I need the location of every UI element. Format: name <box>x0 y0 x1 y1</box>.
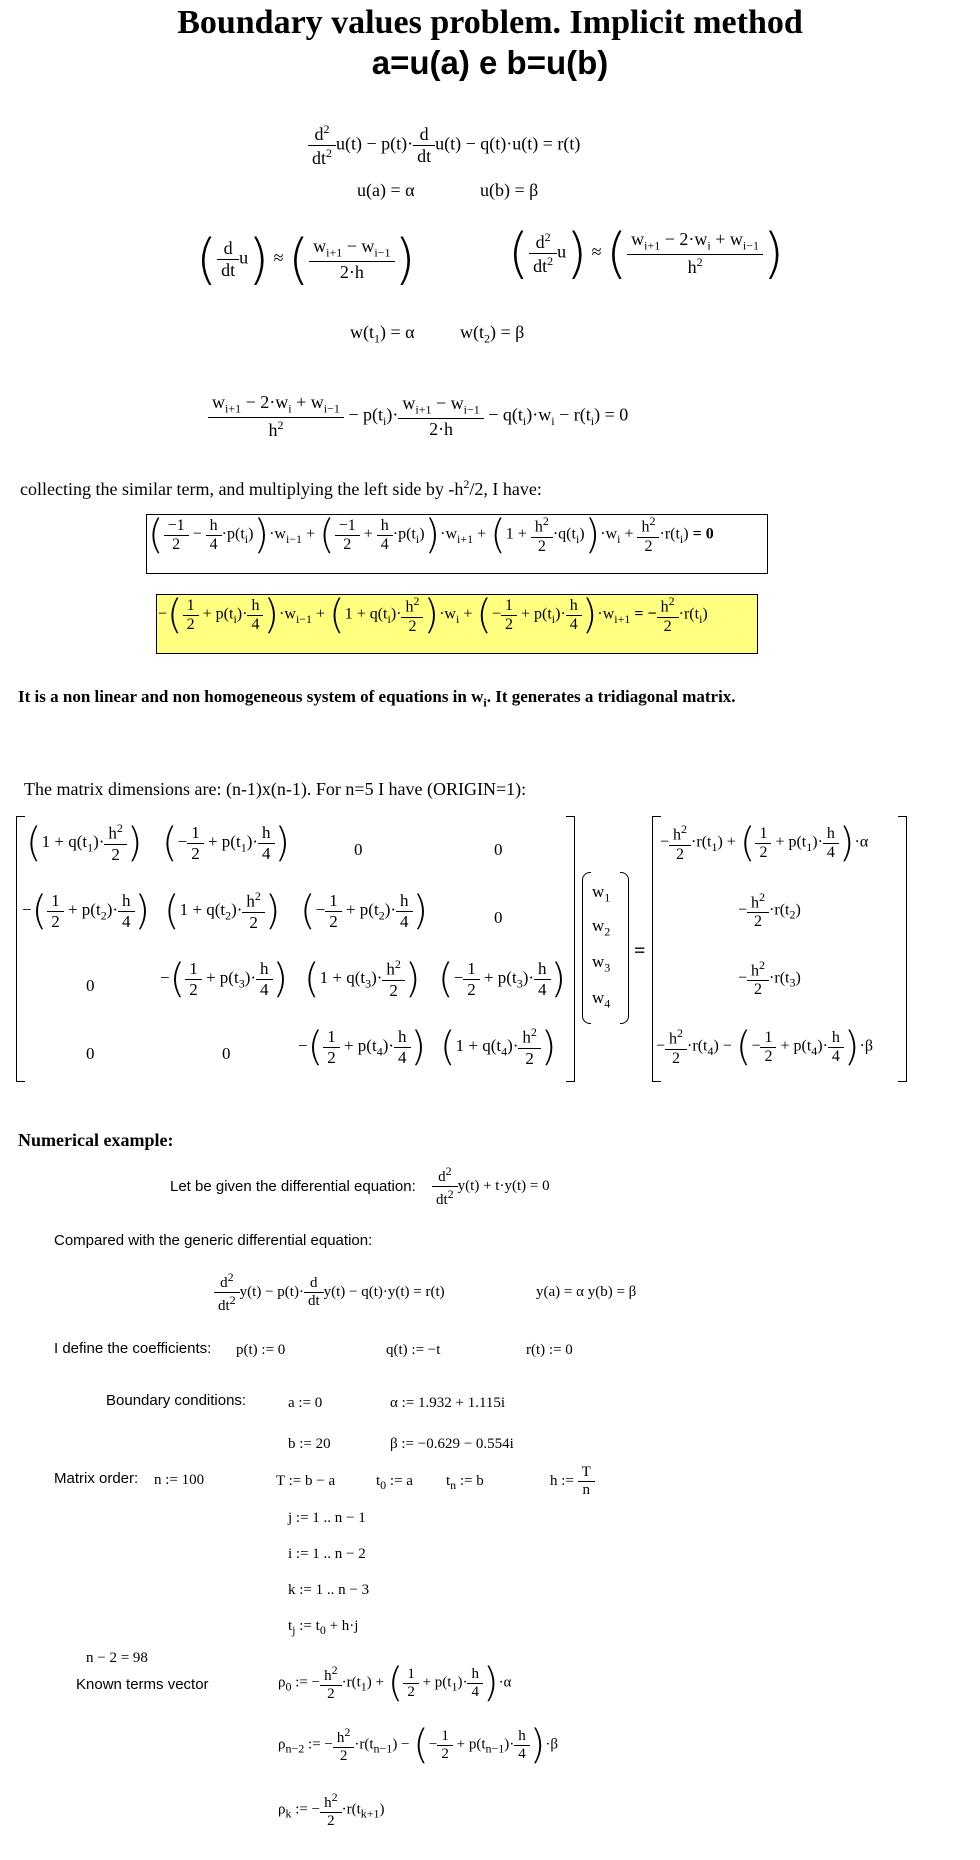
h-definition: h := $\frac{T}{n}$ <box>550 1464 595 1499</box>
matrix-equals: = <box>634 940 646 962</box>
matrix-left-bracket <box>16 816 25 1082</box>
coef-p: p(t) := 0 <box>236 1342 286 1358</box>
page-title: Boundary values problem. Implicit method <box>177 4 803 41</box>
tj-definition: $t_j$ := $t_0 + h\cdot j$ <box>288 1618 359 1637</box>
matrix-right-bracket <box>566 816 575 1082</box>
matrix-cell-3-2: −( $\frac{1}{2}$ + $p(t_3)\cdot$ $\frac{h}{4}$ ) <box>160 956 289 1002</box>
w-vector-1: $w_1$ <box>592 882 611 905</box>
nonlinear-statement: It is a non linear and non homogeneous system of equations in $w_i$. It generates a tridiagonal matrix. <box>18 687 736 710</box>
first-derivative-approx: ( $\frac{d}{dt}$ u) ≈ ( $\frac{w_{i+1} - w_{i-1}}{2\cdot h}$ ) <box>196 228 416 291</box>
rhs-2: − $\frac{h^2}{2}$ $\cdot r(t_2)$ <box>738 890 801 931</box>
i-range: i := 1 .. n − 2 <box>288 1546 366 1562</box>
matrix-cell-2-4: 0 <box>494 908 503 927</box>
known-terms-label: Known terms vector <box>76 1676 209 1693</box>
boundary-conditions-label: Boundary conditions: <box>106 1392 247 1409</box>
b-definition: b := 20 <box>288 1436 331 1452</box>
matrix-cell-4-3: −( $\frac{1}{2}$ + $p(t_4)\cdot$ $\frac{h}{4}$ ) <box>298 1024 427 1070</box>
generic-bc: y(a) = α y(b) = β <box>536 1284 637 1300</box>
w-vector-right-paren <box>620 872 629 1024</box>
coef-r: r(t) := 0 <box>526 1342 573 1358</box>
discrete-equation: $\frac{w_{i+1} - 2\cdot w_i + w_{i-1}}{h^2}$ − $p(t_i)\cdot$ $\frac{w_{i+1} - w_{i-1}}{2\cdot h}$ − $q(t_i)\cdot w_i - r(t_i) = 0$ <box>208 392 628 441</box>
matrix-cell-2-2: ($1 + q(t_2)\cdot$ $\frac{h^2}{2}$ ) <box>164 888 281 934</box>
j-range: j := 1 .. n − 1 <box>288 1510 366 1526</box>
compared-text: Compared with the generic differential equation: <box>54 1232 373 1249</box>
n-minus-2-result: n − 2 = 98 <box>86 1650 148 1666</box>
matrix-cell-2-1: −( $\frac{1}{2}$ + $p(t_2)\cdot$ $\frac{h}{4}$ ) <box>22 888 151 934</box>
coef-q: q(t) := −t <box>386 1342 441 1358</box>
matrix-cell-2-3: (− $\frac{1}{2}$ + $p(t_2)\cdot$ $\frac{h}{4}$ ) <box>300 888 429 934</box>
second-derivative-approx: ( $\frac{d^2}{dt^2}$ u) ≈ ( $\frac{w_{i+1} - 2\cdot w_i + w_{i-1}}{h^2}$ ) <box>508 222 785 285</box>
rhs-right-bracket <box>898 816 907 1082</box>
given-equation-label: Let be given the differential equation: <box>170 1178 416 1195</box>
bc-w1: $w(t_1) = \alpha$ <box>350 322 415 346</box>
matrix-cell-3-1: 0 <box>86 976 95 995</box>
beta-definition: β := −0.629 − 0.554i <box>390 1436 514 1452</box>
rhs-1: − $\frac{h^2}{2}$ $\cdot r(t_1)$ + ( $\frac{1}{2}$ + $p(t_1)\cdot$ $\frac{h}{4}$ )·α <box>660 820 869 866</box>
matrix-cell-1-3: 0 <box>354 840 363 859</box>
define-coefficients-label: I define the coefficients: <box>54 1340 212 1357</box>
tn-definition: $t_n$ := b <box>446 1473 484 1492</box>
w-vector-4: $w_4$ <box>592 988 611 1011</box>
rho-n2-definition: $\rho_{n-2}$ := − $\frac{h^2}{2}$ $\cdot r(t_{n-1})$ − (− $\frac{1}{2}$ + $p(t_{n-1})\cdot$ $\frac{h}{4}$ )·β <box>278 1722 559 1768</box>
generic-equation: $\frac{d^2}{dt^2}$ y(t) − p(t)· $\frac{d}{dt}$ y(t) − q(t)·y(t) = r(t) <box>214 1270 445 1315</box>
T-definition: T := b − a <box>276 1473 336 1489</box>
t0-definition: $t_0$ := a <box>376 1473 413 1492</box>
highlighted-equation-content: −( $\frac{1}{2}$ + $p(t_i)\cdot$ $\frac{h}{4}$ )$\cdot w_{i-1} + (1 + q(t_i)\cdot$ $\frac{h^2}{2}$ )$\cdot w_i$ + (− $\frac{1}{2}$ + $p(t_i)\cdot$ $\frac{h}{4}$ )$\cdot w_{i+1}$ = − $\frac{h^2}{2}$ $\cdot r(t_i)$ <box>158 592 708 638</box>
bc-w2: $w(t_2) = \beta$ <box>460 322 525 346</box>
matrix-cell-4-2: 0 <box>222 1044 231 1063</box>
rhs-4: − $\frac{h^2}{2}$ $\cdot r(t_4)$ − (− $\frac{1}{2}$ + $p(t_4)\cdot$ $\frac{h}{4}$ )·β <box>656 1024 873 1070</box>
bc-a: u(a) = α <box>357 180 415 200</box>
k-range: k := 1 .. n − 3 <box>288 1582 370 1598</box>
matrix-dimensions-text: The matrix dimensions are: (n-1)x(n-1). For n=5 I have (ORIGIN=1): <box>24 779 527 799</box>
collecting-text: collecting the similar term, and multiplying the left side by $-h^2/2$, I have: <box>20 477 542 499</box>
n-definition: n := 100 <box>154 1472 205 1488</box>
w-vector-3: $w_3$ <box>592 952 611 975</box>
matrix-cell-3-4: (− $\frac{1}{2}$ + $p(t_3)\cdot$ $\frac{h}{4}$ ) <box>438 956 567 1002</box>
rhs-3: − $\frac{h^2}{2}$ $\cdot r(t_3)$ <box>738 958 801 999</box>
a-definition: a := 0 <box>288 1395 323 1411</box>
matrix-cell-1-2: (− $\frac{1}{2}$ + $p(t_1)\cdot$ $\frac{h}{4}$ ) <box>162 820 291 866</box>
matrix-cell-1-4: 0 <box>494 840 503 859</box>
bc-b: u(b) = β <box>480 180 539 200</box>
page-subtitle: a=u(a) e b=u(b) <box>371 44 609 81</box>
numerical-example-header: Numerical example: <box>18 1130 174 1150</box>
matrix-order-label: Matrix order: <box>54 1470 139 1487</box>
given-equation: $\frac{d^2}{dt^2}$ y(t) + t·y(t) = 0 <box>432 1164 550 1209</box>
matrix-cell-4-1: 0 <box>86 1044 95 1063</box>
alpha-definition: α := 1.932 + 1.115i <box>390 1395 506 1411</box>
matrix-cell-3-3: ($1 + q(t_3)\cdot$ $\frac{h^2}{2}$ ) <box>304 956 421 1002</box>
w-vector-2: $w_2$ <box>592 916 611 939</box>
rho0-definition: $\rho_0$ := − $\frac{h^2}{2}$ $\cdot r(t_1)$ + ( $\frac{1}{2}$ + $p(t_1)\cdot$ $\frac{h}{4}$ )·α <box>278 1660 512 1706</box>
ode-equation: $\frac{d^2}{dt^2}$ u(t) − p(t)· $\frac{d}{dt}$ u(t) − q(t)·u(t) = r(t) <box>308 122 580 169</box>
matrix-cell-4-4: ($1 + q(t_4)\cdot$ $\frac{h^2}{2}$ ) <box>440 1024 557 1070</box>
w-vector-left-paren <box>582 872 591 1024</box>
matrix-cell-1-1: ($1 + q(t_1)\cdot$ $\frac{h^2}{2}$ ) <box>26 820 143 866</box>
rho-k-definition: $\rho_k$ := − $\frac{h^2}{2}$ $\cdot r(t_{k+1})$ <box>278 1790 385 1829</box>
boxed-equation-content: ( $\frac{-1}{2}$ − $\frac{h}{4}$ $\cdot p(t_i))\cdot w_{i-1}$ + ( $\frac{-1}{2}$ + $\frac{h}{4}$ $\cdot p(t_i))\cdot w_{i+1} + (1$ + $\frac{h^2}{2}$ $\cdot q(t_i))\cdot w_i$ + $\frac{h^2}{2}$ $\cdot r(t_i) = 0$ <box>148 512 714 558</box>
